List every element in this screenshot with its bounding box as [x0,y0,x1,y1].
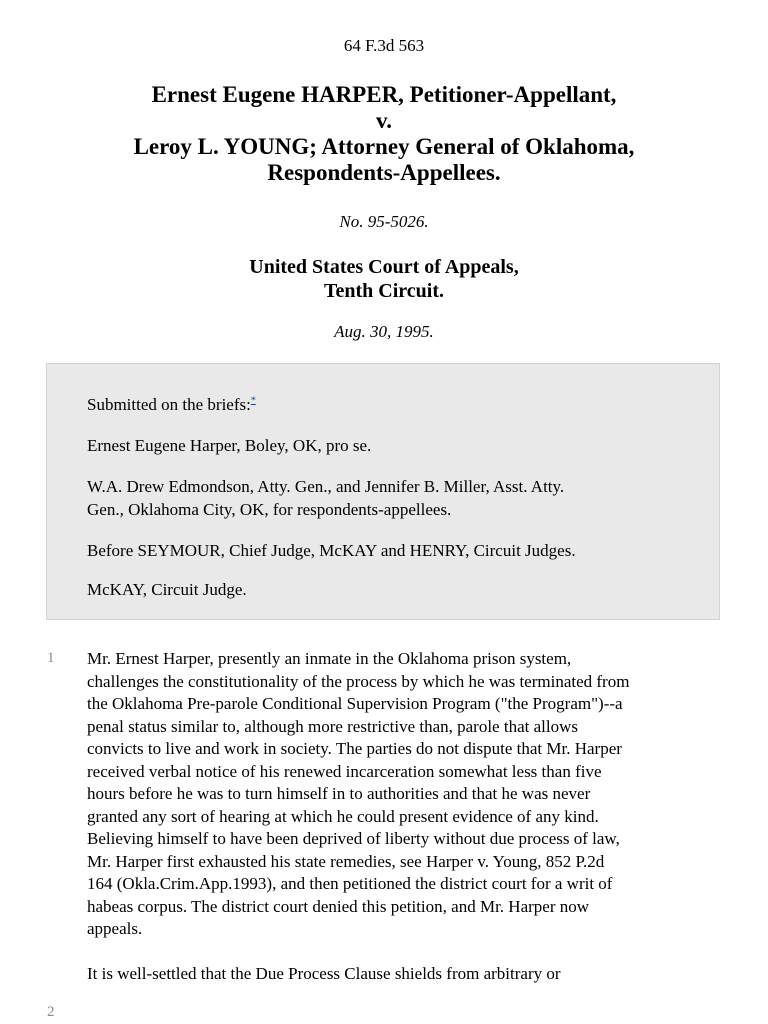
case-title-line: Respondents-Appellees. [267,160,501,185]
court-name [0,255,768,303]
case-title-line: Ernest Eugene HARPER, Petitioner-Appellant, [151,82,617,107]
submitted-label: Submitted on the briefs: [87,395,251,414]
case-title-line: v. [376,108,392,133]
paragraph-line: challenges the constitutionality of the process by which he was terminated from [87,671,630,691]
case-citation: 64 F.3d 563 [343,36,425,55]
paragraph-line: habeas corpus. The district court denied this petition, and Mr. Harper now [87,896,590,916]
paragraph-line: granted any sort of hearing at which he could present evidence of any kind. [87,806,599,826]
paragraph-number: 2 [47,1004,55,1020]
petitioner-counsel: Ernest Eugene Harper, Boley, OK, pro se. [87,436,372,455]
court-name-line: United States Court of Appeals, [249,256,519,278]
paragraph-line: 164 (Okla.Crim.App.1993), and then petitioned the district court for a writ of [87,874,613,893]
opinion-paragraph [87,648,723,941]
paragraph-line: received verbal notice of his renewed incarceration somewhat less than five [87,761,602,781]
panel-judges: Before SEYMOUR, Chief Judge, McKAY and HENRY, Circuit Judges. [87,541,576,560]
respondent-counsel-line: W.A. Drew Edmondson, Atty. Gen., and Jennifer B. Miller, Asst. Atty. [87,477,565,496]
paragraph-line: Mr. Harper first exhausted his state remedies, see Harper v. Young, 852 P.2d [87,851,605,871]
respondent-counsel [87,475,687,521]
paragraph-line: Believing himself to have been deprived of liberty without due process of law, [87,829,620,848]
opinion-author: McKAY, Circuit Judge. [87,580,247,599]
paragraph-number: 1 [47,650,55,666]
paragraph-line: penal status similar to, although more restrictive than, parole that allows [87,716,578,736]
opinion-paragraph [87,963,723,986]
docket-number: No. 95-5026. [339,212,429,231]
paragraph-line: convicts to live and work in society. The parties do not dispute that Mr. Harper [87,739,622,758]
decision-date: Aug. 30, 1995. [334,322,434,341]
paragraph-line: Mr. Ernest Harper, presently an inmate in the Oklahoma prison system, [87,649,572,668]
court-name-line: Tenth Circuit. [323,280,445,302]
case-title-line: Leroy L. YOUNG; Attorney General of Oklahoma, [133,134,635,159]
footnote-link[interactable]: * [250,395,256,407]
case-title [0,82,768,186]
paragraph-line: appeals. [87,919,143,938]
paragraph-line: It is well-settled that the Due Process Clause shields from arbitrary or [87,964,561,983]
respondent-counsel-line: Gen., Oklahoma City, OK, for respondents-appellees. [87,500,452,519]
briefs-box [46,363,720,620]
paragraph-line: the Oklahoma Pre-parole Conditional Supervision Program ("the Program")--a [87,694,623,713]
paragraph-line: hours before he was to turn himself in to authorities and that he was never [87,784,591,803]
submitted-on-briefs [87,393,687,416]
